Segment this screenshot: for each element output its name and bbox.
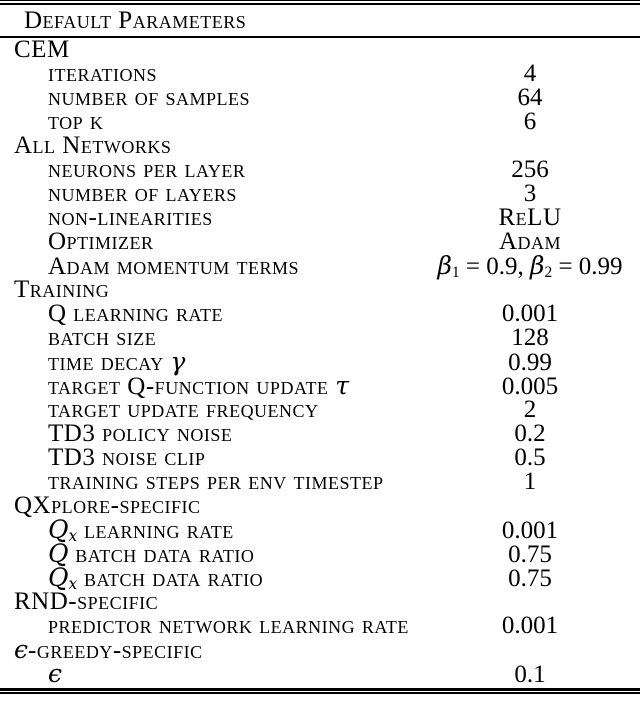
param-value (420, 446, 640, 470)
param-label-part: batch data ratio (68, 541, 255, 569)
param-value-part: 2 (523, 396, 537, 424)
param-value (420, 182, 640, 206)
param-row (0, 110, 640, 134)
param-label (0, 110, 420, 134)
param-value (420, 519, 640, 543)
param-row (0, 302, 640, 326)
section-header-row (0, 590, 640, 614)
param-label-part: Optimizer (48, 228, 154, 256)
param-row (0, 563, 640, 593)
param-label-part: number of layers (48, 180, 237, 208)
param-label-part: target update frequency (48, 396, 319, 424)
section-header-label (0, 278, 420, 302)
param-label-part: x (68, 526, 78, 545)
param-value (420, 663, 640, 687)
param-value (420, 351, 640, 375)
param-label-part: predictor network learning rate (48, 612, 409, 640)
param-row (0, 515, 640, 545)
param-label (0, 659, 420, 689)
param-label (0, 470, 420, 494)
param-value (420, 158, 640, 182)
param-row (0, 326, 640, 350)
param-label (0, 182, 420, 206)
section-header-label (0, 590, 420, 614)
table-title: Default Parameters (24, 6, 247, 34)
section-header-label-part: All Networks (14, 132, 172, 160)
section-header-label-part: Training (14, 276, 110, 304)
param-value-part: β (530, 251, 545, 281)
param-label-part: batch data ratio (77, 565, 264, 593)
param-label (0, 62, 420, 86)
param-label (0, 422, 420, 446)
param-label-part: Q (48, 515, 69, 545)
param-value-part: 64 (517, 84, 543, 112)
param-row (0, 371, 640, 401)
section-header-row (0, 635, 640, 665)
param-value-part: 0.001 (501, 612, 559, 640)
param-value-part: 0.005 (501, 373, 559, 401)
param-row (0, 206, 640, 230)
param-label (0, 614, 420, 638)
param-label-part: γ (170, 347, 186, 377)
param-value-part: 0.001 (501, 300, 559, 328)
section-header-row (0, 494, 640, 518)
param-value-part: 0.75 (508, 541, 552, 569)
param-label-part: batch size (48, 324, 157, 352)
section-header-label-part: -greedy-specific (28, 637, 203, 665)
param-label (0, 230, 420, 254)
param-value-part: 0.2 (514, 420, 546, 448)
param-value (420, 470, 640, 494)
param-row (0, 251, 640, 281)
param-row (0, 347, 640, 377)
param-label-part: ϵ (48, 659, 63, 689)
section-header-label-part: QXplore-specific (14, 492, 201, 520)
param-value-part: 1 (523, 468, 537, 496)
param-label-part: training steps per env timestep (48, 468, 384, 496)
param-value-part: 256 (511, 156, 549, 184)
param-value-part: 0.99 (508, 349, 552, 377)
param-value-part: 1 (451, 263, 460, 281)
param-value (420, 422, 640, 446)
param-value (420, 110, 640, 134)
param-row (0, 422, 640, 446)
param-value-part: 4 (523, 60, 537, 88)
param-label-part: number of samples (48, 84, 251, 112)
param-row (0, 614, 640, 638)
bottom-rule-thin (0, 692, 640, 693)
param-value-part: Adam (498, 228, 562, 256)
section-header-label-part: ϵ (14, 635, 29, 665)
param-label-part: learning rate (77, 517, 234, 545)
param-row (0, 86, 640, 110)
param-label (0, 398, 420, 422)
param-row (0, 659, 640, 689)
param-row (0, 398, 640, 422)
param-value (420, 543, 640, 567)
param-value (420, 614, 640, 638)
param-label (0, 86, 420, 110)
param-label-part: Q learning rate (48, 300, 224, 328)
param-label-part: top k (48, 108, 104, 136)
param-value (420, 567, 640, 591)
param-value-part: = 0.99 (552, 253, 623, 281)
param-label-part: neurons per layer (48, 156, 246, 184)
param-label-part: τ (335, 371, 350, 401)
param-row (0, 539, 640, 569)
param-row (0, 182, 640, 206)
param-label (0, 158, 420, 182)
param-value-part: ReLU (498, 204, 562, 232)
param-label-part: x (68, 574, 78, 593)
param-label (0, 446, 420, 470)
param-label-part: time decay (48, 349, 171, 377)
param-value-part: 0.75 (508, 565, 552, 593)
param-value-part: = 0.9, (459, 253, 530, 281)
param-label-part: Q (48, 539, 69, 569)
section-header-label-part: CEM (14, 36, 70, 64)
section-header-row (0, 134, 640, 158)
param-row (0, 158, 640, 182)
param-value-part: 0.001 (501, 517, 559, 545)
param-value (420, 326, 640, 350)
param-value-part: 0.1 (514, 661, 546, 689)
param-value-part: β (437, 251, 452, 281)
param-value-part: 3 (523, 180, 537, 208)
param-value (420, 86, 640, 110)
param-label (0, 206, 420, 230)
section-header-label (0, 38, 420, 62)
param-label-part: Q (48, 563, 69, 593)
section-header-label (0, 134, 420, 158)
param-label-part: target Q-function update (48, 373, 336, 401)
table-title-row (0, 5, 640, 36)
section-header-row (0, 38, 640, 62)
param-value-part: 0.5 (514, 444, 546, 472)
param-label-part: TD3 noise clip (48, 444, 206, 472)
param-value (420, 206, 640, 230)
section-header-label (0, 635, 420, 665)
bottom-rule-thick (0, 688, 640, 690)
top-rule-thin (0, 0, 640, 1)
param-label (0, 326, 420, 350)
table-body (0, 36, 640, 689)
param-label-part: iterations (48, 60, 157, 88)
param-value (420, 62, 640, 86)
param-label-part: non-linearities (48, 204, 213, 232)
param-value-part: 2 (544, 263, 553, 281)
param-label-part: TD3 policy noise (48, 420, 233, 448)
param-label (0, 302, 420, 326)
param-row (0, 446, 640, 470)
section-header-label-part: RND-specific (14, 588, 159, 616)
param-value (420, 251, 640, 285)
param-value-part: 128 (511, 324, 549, 352)
param-value (420, 302, 640, 326)
param-row (0, 470, 640, 494)
param-label (0, 347, 420, 377)
param-value-part: 6 (523, 108, 537, 136)
param-label-part: Adam momentum terms (48, 253, 300, 281)
param-row (0, 62, 640, 86)
param-value (420, 398, 640, 422)
